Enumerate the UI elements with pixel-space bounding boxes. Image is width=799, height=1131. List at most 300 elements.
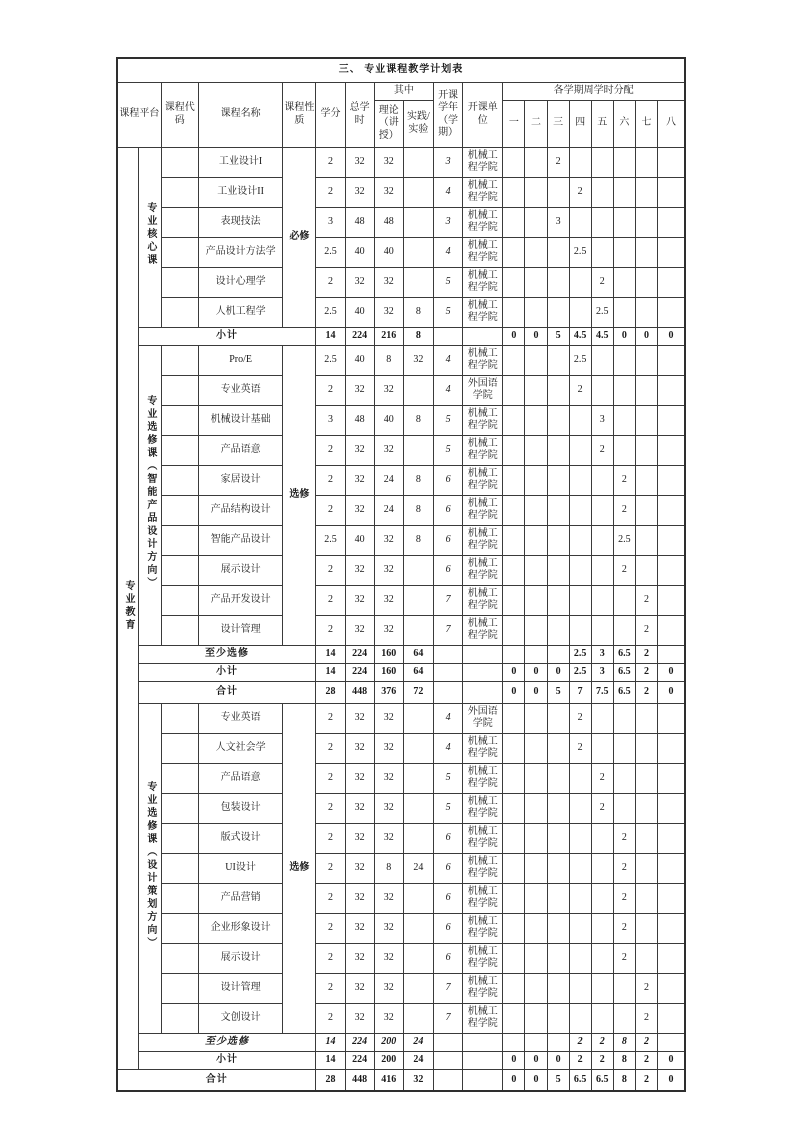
unit-cell: 外国语学院 — [463, 703, 503, 733]
subtotal-row — [117, 327, 685, 345]
week-8-cell — [657, 703, 685, 733]
course-code-cell — [161, 943, 198, 973]
semester-cell — [434, 663, 463, 681]
unit-cell: 机械工程学院 — [463, 913, 503, 943]
practice-hours-cell — [403, 375, 433, 405]
week-3-cell — [547, 763, 569, 793]
unit-cell — [463, 645, 503, 663]
week-4-cell — [569, 615, 591, 645]
week-4-cell — [569, 913, 591, 943]
unit-cell: 机械工程学院 — [463, 405, 503, 435]
week-2-cell — [525, 465, 547, 495]
week-5-cell — [591, 237, 613, 267]
theory-hours-cell: 32 — [374, 267, 403, 297]
practice-hours-cell — [403, 793, 433, 823]
week-8-cell — [657, 267, 685, 297]
week-3-cell — [547, 853, 569, 883]
week-8-cell — [657, 973, 685, 1003]
week-6-cell — [613, 237, 635, 267]
week-7-cell — [635, 177, 657, 207]
week-1-cell — [503, 733, 525, 763]
total-hours-cell: 32 — [345, 177, 374, 207]
semester-cell: 6 — [434, 913, 463, 943]
theory-hours-cell: 376 — [374, 681, 403, 703]
week-6-cell: 6.5 — [613, 681, 635, 703]
semester-cell: 6 — [434, 853, 463, 883]
semester-cell: 6 — [434, 943, 463, 973]
theory-hours-cell: 32 — [374, 973, 403, 1003]
theory-hours-cell: 32 — [374, 1003, 403, 1033]
week-7-cell — [635, 763, 657, 793]
course-code-cell — [161, 237, 198, 267]
practice-hours-cell: 8 — [403, 525, 433, 555]
week-4-cell: 7 — [569, 681, 591, 703]
unit-cell — [463, 1033, 503, 1051]
week-5-cell — [591, 853, 613, 883]
practice-hours-cell — [403, 177, 433, 207]
credit-cell: 2 — [316, 883, 345, 913]
week-7-cell — [635, 733, 657, 763]
week-5-cell — [591, 207, 613, 237]
semester-cell: 4 — [434, 345, 463, 375]
week-2-cell — [525, 435, 547, 465]
total-hours-cell: 32 — [345, 853, 374, 883]
week-7-cell — [635, 853, 657, 883]
week-6-cell: 8 — [613, 1033, 635, 1051]
week-8-cell: 0 — [657, 327, 685, 345]
week-6-cell: 2 — [613, 495, 635, 525]
credit-cell: 2 — [316, 177, 345, 207]
week-6-cell — [613, 345, 635, 375]
course-name-cell: 设计管理 — [198, 973, 282, 1003]
course-code-cell — [161, 913, 198, 943]
week-3-cell — [547, 703, 569, 733]
course-code-cell — [161, 1003, 198, 1033]
course-row — [117, 465, 685, 495]
week-6-cell: 2 — [613, 823, 635, 853]
header-semester: 开课学年（学期） — [434, 82, 463, 147]
week-5-cell — [591, 883, 613, 913]
theory-hours-cell: 32 — [374, 177, 403, 207]
course-nature-cell: 选修 — [283, 345, 316, 645]
week-5-cell — [591, 1003, 613, 1033]
week-3-cell — [547, 237, 569, 267]
credit-cell: 2 — [316, 853, 345, 883]
credit-cell: 2.5 — [316, 297, 345, 327]
week-2-cell — [525, 525, 547, 555]
week-7-cell: 2 — [635, 615, 657, 645]
week-3-cell — [547, 345, 569, 375]
week-2-cell — [525, 555, 547, 585]
credit-cell: 2 — [316, 465, 345, 495]
week-3-cell — [547, 973, 569, 1003]
practice-hours-cell — [403, 1003, 433, 1033]
semester-cell: 5 — [434, 763, 463, 793]
week-6-cell: 2 — [613, 943, 635, 973]
week-4-cell: 2 — [569, 703, 591, 733]
header-among: 其中 — [374, 82, 433, 100]
week-3-cell — [547, 405, 569, 435]
week-6-cell — [613, 375, 635, 405]
theory-hours-cell: 32 — [374, 733, 403, 763]
practice-hours-cell: 8 — [403, 495, 433, 525]
course-row — [117, 733, 685, 763]
week-1-cell — [503, 237, 525, 267]
total-hours-cell: 32 — [345, 435, 374, 465]
week-7-cell: 0 — [635, 327, 657, 345]
credit-cell: 14 — [316, 327, 345, 345]
week-7-cell — [635, 913, 657, 943]
week-4-cell — [569, 525, 591, 555]
theory-hours-cell: 416 — [374, 1069, 403, 1091]
semester-cell: 6 — [434, 823, 463, 853]
practice-hours-cell: 64 — [403, 645, 433, 663]
header-week-7: 七 — [635, 100, 657, 147]
week-2-cell: 0 — [525, 681, 547, 703]
practice-hours-cell: 24 — [403, 1033, 433, 1051]
course-code-cell — [161, 525, 198, 555]
week-6-cell — [613, 615, 635, 645]
week-8-cell — [657, 1033, 685, 1051]
summary-label-cell: 小计 — [138, 663, 316, 681]
header-week-4: 四 — [569, 100, 591, 147]
week-3-cell: 3 — [547, 207, 569, 237]
header-week-2: 二 — [525, 100, 547, 147]
week-8-cell: 0 — [657, 1069, 685, 1091]
header-course-name: 课程名称 — [198, 82, 282, 147]
week-1-cell — [503, 525, 525, 555]
week-6-cell — [613, 297, 635, 327]
course-name-cell: 产品营销 — [198, 883, 282, 913]
course-row — [117, 585, 685, 615]
week-8-cell: 0 — [657, 1051, 685, 1069]
theory-hours-cell: 32 — [374, 555, 403, 585]
course-row — [117, 853, 685, 883]
course-code-cell — [161, 883, 198, 913]
course-row — [117, 525, 685, 555]
week-2-cell — [525, 853, 547, 883]
theory-hours-cell: 32 — [374, 913, 403, 943]
week-8-cell — [657, 645, 685, 663]
week-4-cell — [569, 297, 591, 327]
practice-hours-cell — [403, 913, 433, 943]
semester-cell: 5 — [434, 793, 463, 823]
practice-hours-cell: 32 — [403, 1069, 433, 1091]
week-7-cell: 2 — [635, 645, 657, 663]
week-5-cell — [591, 525, 613, 555]
unit-cell: 机械工程学院 — [463, 177, 503, 207]
week-2-cell — [525, 823, 547, 853]
week-2-cell — [525, 793, 547, 823]
course-name-cell: 工业设计II — [198, 177, 282, 207]
credit-cell: 3 — [316, 207, 345, 237]
week-2-cell — [525, 375, 547, 405]
week-8-cell — [657, 495, 685, 525]
week-1-cell: 0 — [503, 1069, 525, 1091]
credit-cell: 2 — [316, 495, 345, 525]
week-4-cell — [569, 793, 591, 823]
week-3-cell — [547, 375, 569, 405]
week-1-cell — [503, 1033, 525, 1051]
theory-hours-cell: 200 — [374, 1051, 403, 1069]
credit-cell: 2 — [316, 585, 345, 615]
week-3-cell — [547, 495, 569, 525]
course-name-cell: 表现技法 — [198, 207, 282, 237]
week-7-cell: 2 — [635, 585, 657, 615]
week-4-cell — [569, 853, 591, 883]
theory-hours-cell: 32 — [374, 297, 403, 327]
week-3-cell — [547, 615, 569, 645]
week-4-cell — [569, 763, 591, 793]
week-2-cell: 0 — [525, 327, 547, 345]
week-2-cell: 0 — [525, 1069, 547, 1091]
course-plan-table — [116, 57, 686, 1092]
course-name-cell: 设计管理 — [198, 615, 282, 645]
total-hours-cell: 40 — [345, 237, 374, 267]
total-hours-cell: 448 — [345, 1069, 374, 1091]
week-5-cell: 3 — [591, 663, 613, 681]
semester-cell — [434, 681, 463, 703]
theory-hours-cell: 8 — [374, 853, 403, 883]
course-row — [117, 883, 685, 913]
practice-hours-cell — [403, 147, 433, 177]
semester-cell — [434, 1033, 463, 1051]
week-1-cell — [503, 703, 525, 733]
week-3-cell — [547, 585, 569, 615]
unit-cell: 机械工程学院 — [463, 883, 503, 913]
credit-cell: 2 — [316, 435, 345, 465]
course-row — [117, 555, 685, 585]
week-8-cell — [657, 435, 685, 465]
header-theory: 理论（讲授） — [374, 100, 403, 147]
total-hours-cell: 40 — [345, 525, 374, 555]
week-1-cell — [503, 793, 525, 823]
group-cell — [138, 703, 161, 1033]
week-2-cell — [525, 405, 547, 435]
week-5-cell — [591, 585, 613, 615]
week-2-cell — [525, 495, 547, 525]
course-code-cell — [161, 147, 198, 177]
practice-hours-cell: 8 — [403, 327, 433, 345]
unit-cell: 机械工程学院 — [463, 615, 503, 645]
week-8-cell — [657, 525, 685, 555]
unit-cell: 机械工程学院 — [463, 525, 503, 555]
week-5-cell: 4.5 — [591, 327, 613, 345]
week-2-cell — [525, 973, 547, 1003]
week-8-cell — [657, 615, 685, 645]
practice-hours-cell — [403, 973, 433, 1003]
total-hours-cell: 40 — [345, 345, 374, 375]
practice-hours-cell — [403, 943, 433, 973]
semester-cell: 6 — [434, 495, 463, 525]
week-2-cell — [525, 733, 547, 763]
course-code-cell — [161, 793, 198, 823]
week-7-cell — [635, 883, 657, 913]
week-8-cell — [657, 1003, 685, 1033]
credit-cell: 2 — [316, 943, 345, 973]
credit-cell: 3 — [316, 405, 345, 435]
week-6-cell: 2 — [613, 883, 635, 913]
header-credits: 学分 — [316, 82, 345, 147]
course-nature-cell: 必修 — [283, 147, 316, 327]
week-1-cell — [503, 405, 525, 435]
week-5-cell — [591, 495, 613, 525]
week-7-cell: 2 — [635, 1051, 657, 1069]
week-2-cell — [525, 267, 547, 297]
week-4-cell: 2 — [569, 177, 591, 207]
week-7-cell — [635, 703, 657, 733]
summary-label-cell: 合计 — [117, 1069, 316, 1091]
course-code-cell — [161, 465, 198, 495]
theory-hours-cell: 32 — [374, 883, 403, 913]
week-7-cell: 2 — [635, 1003, 657, 1033]
week-4-cell: 2 — [569, 1033, 591, 1051]
theory-hours-cell: 48 — [374, 207, 403, 237]
unit-cell: 机械工程学院 — [463, 823, 503, 853]
course-row — [117, 237, 685, 267]
week-4-cell: 2.5 — [569, 663, 591, 681]
week-1-cell — [503, 345, 525, 375]
course-code-cell — [161, 297, 198, 327]
course-row — [117, 973, 685, 1003]
credit-cell: 2 — [316, 703, 345, 733]
week-4-cell — [569, 883, 591, 913]
course-name-cell: 产品语意 — [198, 435, 282, 465]
semester-cell: 4 — [434, 375, 463, 405]
week-4-cell: 2.5 — [569, 345, 591, 375]
week-3-cell — [547, 177, 569, 207]
practice-hours-cell — [403, 585, 433, 615]
week-8-cell — [657, 237, 685, 267]
semester-cell: 4 — [434, 237, 463, 267]
week-6-cell — [613, 763, 635, 793]
credit-cell: 2 — [316, 267, 345, 297]
unit-cell: 机械工程学院 — [463, 973, 503, 1003]
week-1-cell — [503, 853, 525, 883]
course-code-cell — [161, 267, 198, 297]
semester-cell: 4 — [434, 703, 463, 733]
credit-cell: 14 — [316, 1033, 345, 1051]
week-7-cell — [635, 267, 657, 297]
week-1-cell — [503, 615, 525, 645]
week-1-cell: 0 — [503, 1051, 525, 1069]
week-2-cell — [525, 703, 547, 733]
subtotal-row — [117, 1051, 685, 1069]
course-name-cell: 设计心理学 — [198, 267, 282, 297]
week-5-cell — [591, 703, 613, 733]
group-cell — [138, 345, 161, 645]
theory-hours-cell: 8 — [374, 345, 403, 375]
practice-hours-cell: 8 — [403, 465, 433, 495]
credit-cell: 2 — [316, 555, 345, 585]
theory-hours-cell: 32 — [374, 585, 403, 615]
semester-cell: 3 — [434, 147, 463, 177]
unit-cell: 机械工程学院 — [463, 853, 503, 883]
unit-cell — [463, 1051, 503, 1069]
practice-hours-cell — [403, 237, 433, 267]
platform-label: 专业教育 — [123, 579, 135, 632]
total-hours-cell: 48 — [345, 207, 374, 237]
course-name-cell: 智能产品设计 — [198, 525, 282, 555]
course-row — [117, 375, 685, 405]
course-row — [117, 267, 685, 297]
week-6-cell: 2 — [613, 465, 635, 495]
week-1-cell — [503, 763, 525, 793]
week-8-cell — [657, 853, 685, 883]
course-code-cell — [161, 435, 198, 465]
week-3-cell: 0 — [547, 663, 569, 681]
total-hours-cell: 32 — [345, 585, 374, 615]
course-nature-cell: 选修 — [283, 703, 316, 1033]
week-5-cell — [591, 555, 613, 585]
week-4-cell: 2.5 — [569, 645, 591, 663]
week-6-cell — [613, 733, 635, 763]
week-6-cell — [613, 793, 635, 823]
week-5-cell: 2 — [591, 1051, 613, 1069]
semester-cell: 7 — [434, 973, 463, 1003]
week-3-cell — [547, 645, 569, 663]
week-1-cell — [503, 465, 525, 495]
week-7-cell: 2 — [635, 663, 657, 681]
theory-hours-cell: 216 — [374, 327, 403, 345]
total-hours-cell: 32 — [345, 913, 374, 943]
week-1-cell: 0 — [503, 681, 525, 703]
course-name-cell: 版式设计 — [198, 823, 282, 853]
week-3-cell — [547, 525, 569, 555]
week-3-cell — [547, 823, 569, 853]
week-3-cell — [547, 943, 569, 973]
course-code-cell — [161, 823, 198, 853]
course-name-cell: 展示设计 — [198, 555, 282, 585]
week-5-cell: 2 — [591, 267, 613, 297]
week-1-cell — [503, 267, 525, 297]
credit-cell: 2 — [316, 1003, 345, 1033]
course-row — [117, 1003, 685, 1033]
week-1-cell — [503, 147, 525, 177]
group-cell — [138, 147, 161, 327]
total-hours-cell: 32 — [345, 973, 374, 1003]
credit-cell: 2 — [316, 793, 345, 823]
practice-hours-cell — [403, 703, 433, 733]
week-3-cell — [547, 793, 569, 823]
week-2-cell — [525, 177, 547, 207]
theory-hours-cell: 32 — [374, 703, 403, 733]
week-4-cell — [569, 555, 591, 585]
course-code-cell — [161, 345, 198, 375]
week-8-cell — [657, 177, 685, 207]
unit-cell — [463, 663, 503, 681]
week-6-cell — [613, 147, 635, 177]
week-8-cell — [657, 147, 685, 177]
week-8-cell — [657, 793, 685, 823]
week-1-cell — [503, 913, 525, 943]
week-8-cell — [657, 465, 685, 495]
unit-cell: 外国语学院 — [463, 375, 503, 405]
practice-hours-cell: 72 — [403, 681, 433, 703]
total-hours-cell: 224 — [345, 663, 374, 681]
credit-cell: 28 — [316, 681, 345, 703]
course-name-cell: Pro/E — [198, 345, 282, 375]
week-2-cell — [525, 297, 547, 327]
week-4-cell — [569, 943, 591, 973]
week-6-cell: 8 — [613, 1051, 635, 1069]
week-5-cell — [591, 733, 613, 763]
week-5-cell — [591, 823, 613, 853]
theory-hours-cell: 40 — [374, 237, 403, 267]
total-row — [117, 681, 685, 703]
week-3-cell — [547, 297, 569, 327]
week-5-cell: 2.5 — [591, 297, 613, 327]
